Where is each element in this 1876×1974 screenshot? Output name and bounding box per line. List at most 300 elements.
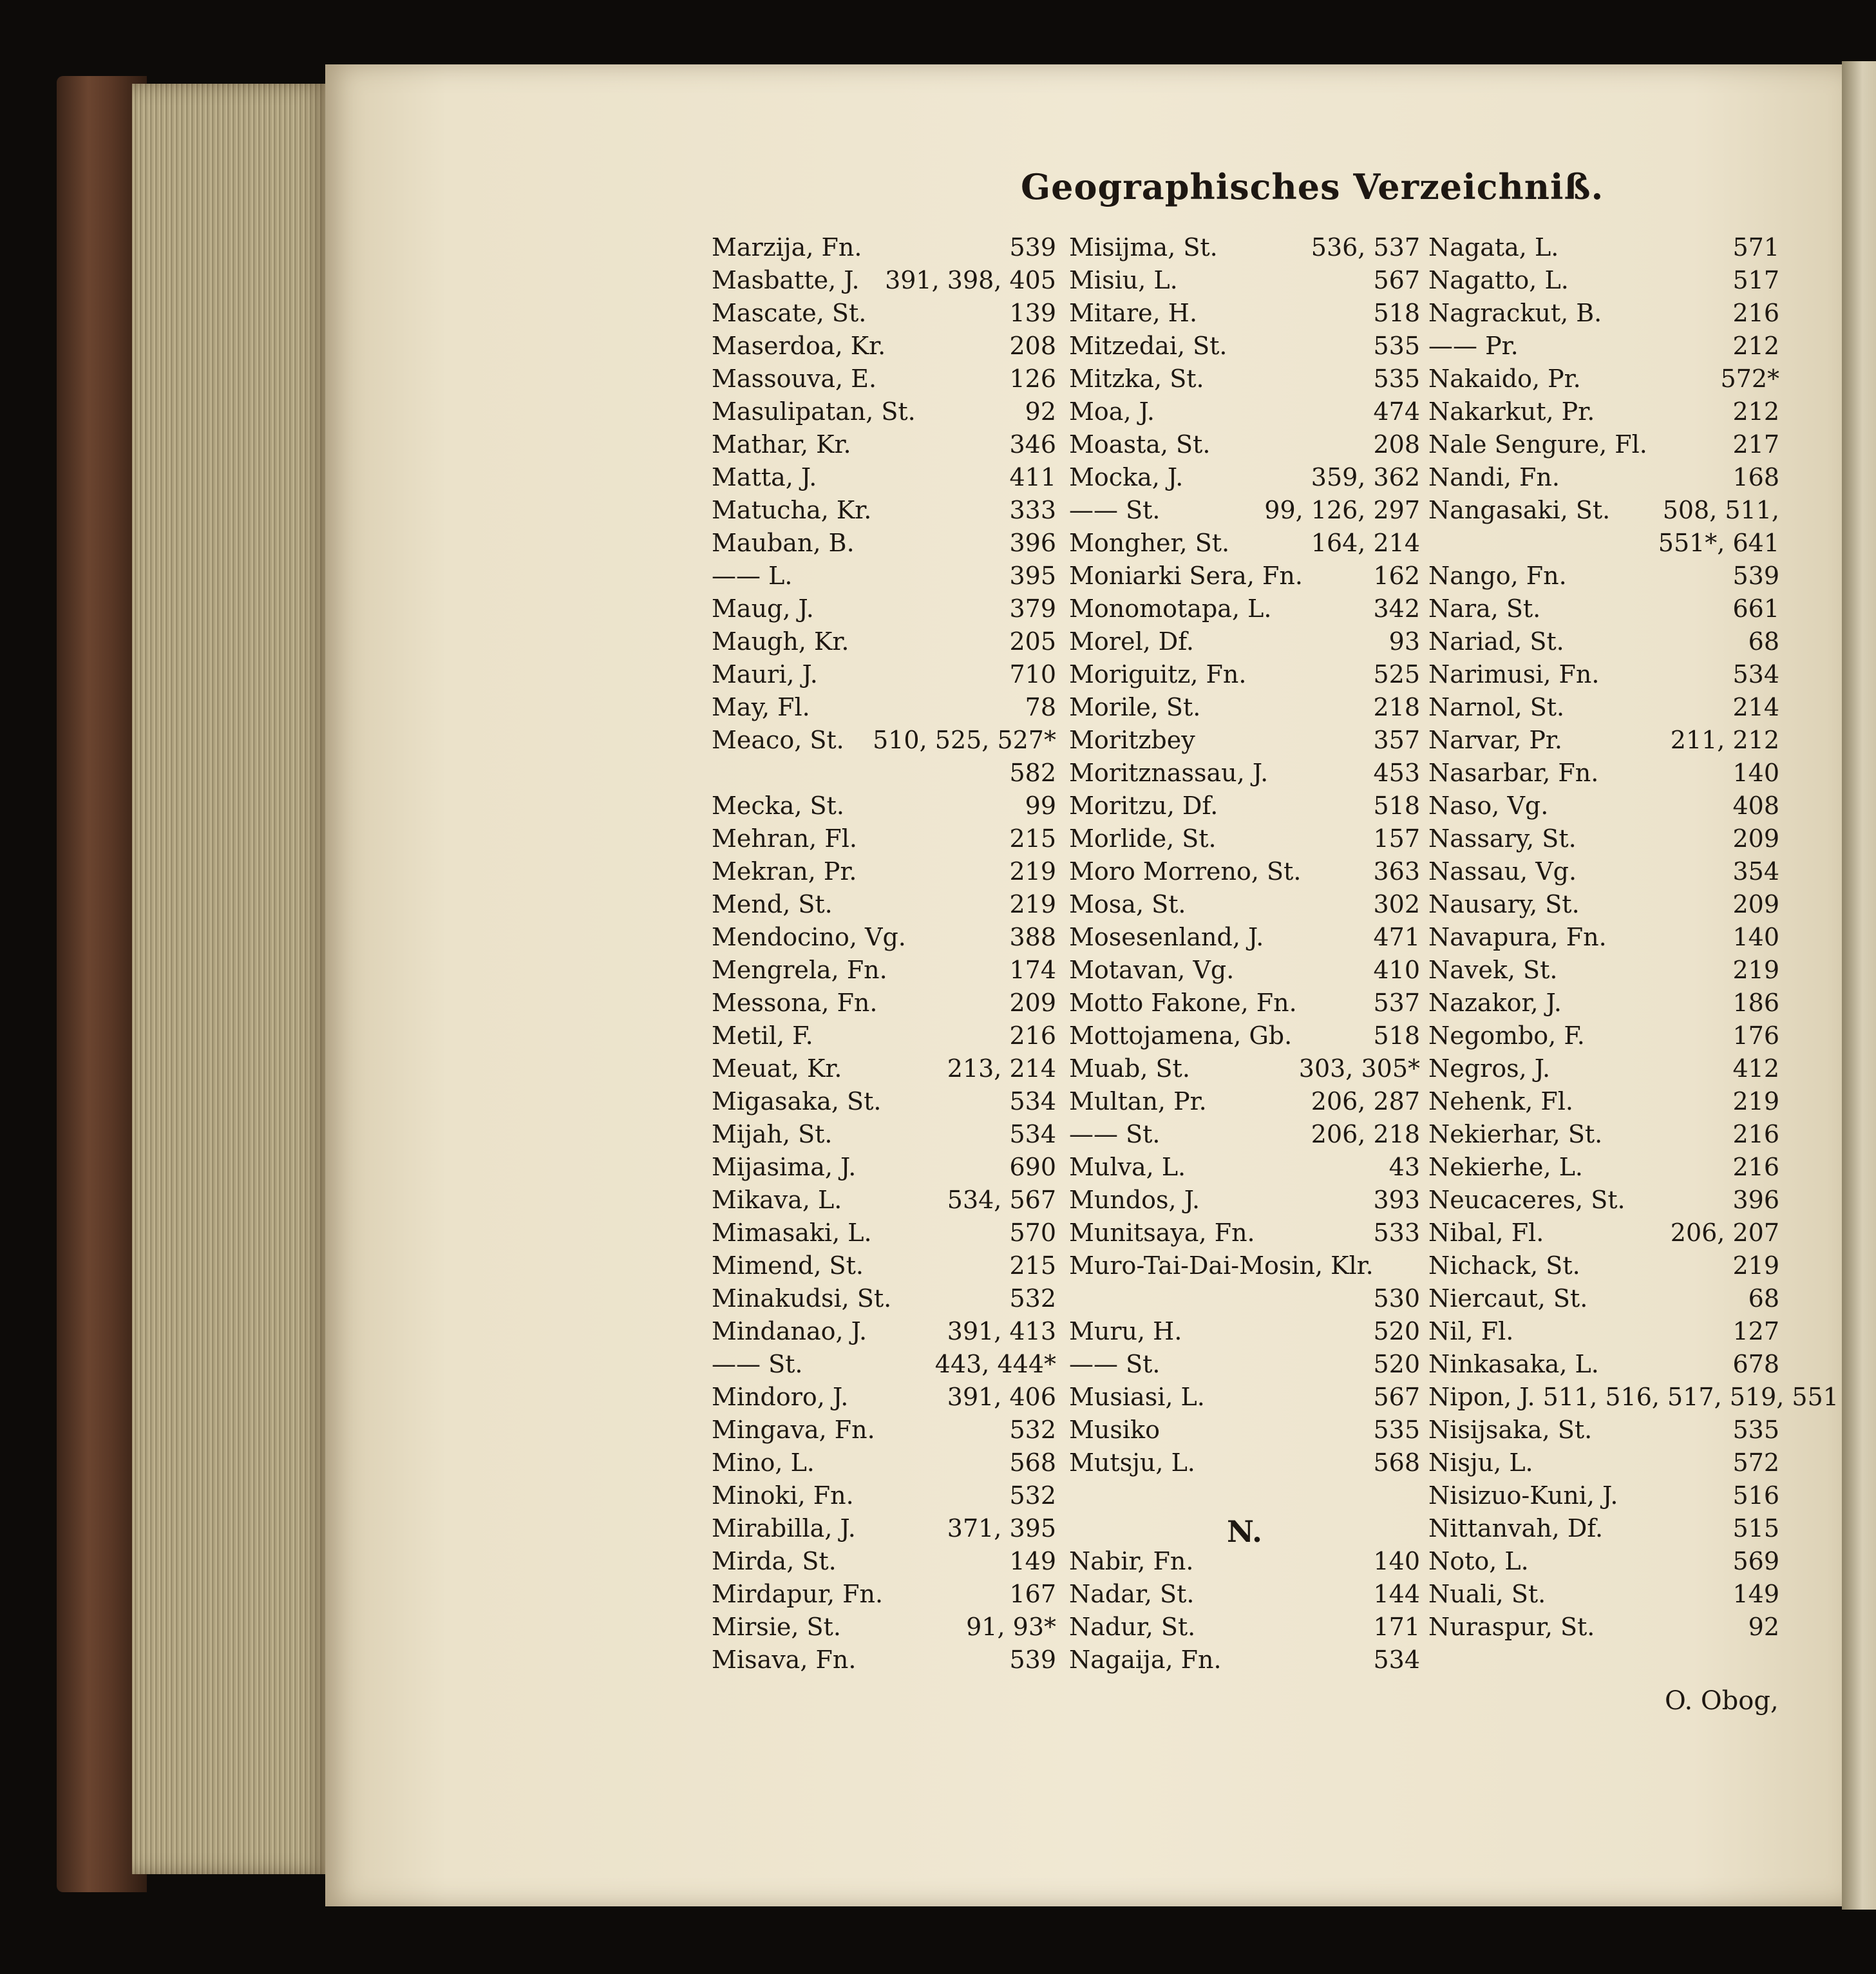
index-entry (712, 332, 1056, 365)
index-entry (712, 1021, 1056, 1054)
entry-term: Negombo, F. (1428, 1021, 1585, 1050)
entry-pages: 216 (1009, 1021, 1056, 1050)
entry-pages: 396 (1009, 529, 1056, 557)
index-entry (1069, 890, 1420, 923)
entry-pages: 302 (1373, 890, 1420, 918)
entry-pages: 93 (1388, 627, 1420, 656)
entry-term: Mikava, L. (712, 1186, 842, 1214)
entry-pages: 333 (1009, 496, 1056, 524)
entry-pages: 510, 525, 527* (873, 726, 1056, 754)
entry-term: Muru, H. (1069, 1317, 1182, 1345)
index-entry (1069, 726, 1420, 759)
index-entry (1428, 1284, 1779, 1317)
entry-pages: 568 (1009, 1448, 1056, 1477)
entry-term: Narvar, Pr. (1428, 726, 1562, 754)
index-entry (712, 594, 1056, 627)
entry-pages: 572* (1720, 365, 1779, 393)
entry-term: Mutsju, L. (1069, 1448, 1195, 1477)
index-entry (712, 463, 1056, 496)
index-entry (712, 529, 1056, 562)
entry-term: Maserdoa, Kr. (712, 332, 886, 360)
index-entry (1069, 1153, 1420, 1186)
entry-pages: 140 (1732, 923, 1779, 951)
entry-pages: 209 (1732, 890, 1779, 918)
entry-term: Nadur, St. (1069, 1613, 1196, 1641)
index-entry (1428, 1383, 1839, 1416)
entry-pages: 216 (1732, 1153, 1779, 1181)
index-entry (1428, 956, 1779, 989)
entry-term: Nagata, L. (1428, 233, 1559, 261)
index-column-3 (1428, 233, 1839, 1646)
entry-term: Minoki, Fn. (712, 1481, 854, 1510)
entry-term: Munitsaya, Fn. (1069, 1219, 1255, 1247)
entry-term: Mehran, Fl. (712, 824, 857, 853)
entry-pages: 342 (1373, 594, 1420, 623)
entry-pages: 571 (1732, 233, 1779, 261)
entry-term: Nassary, St. (1428, 824, 1577, 853)
index-entry (712, 1580, 1056, 1613)
entry-term: Mosesenland, J. (1069, 923, 1264, 951)
index-column-2 (1069, 233, 1420, 1678)
index-entry (712, 1219, 1056, 1251)
entry-pages: 140 (1732, 759, 1779, 787)
index-entry (1428, 890, 1779, 923)
entry-term: Matucha, Kr. (712, 496, 872, 524)
entry-pages: 206, 218 (1311, 1120, 1420, 1148)
index-entry (1069, 759, 1420, 792)
page-title: Geographisches Verzeichniß. (1021, 166, 1604, 207)
index-entry (1069, 1284, 1420, 1317)
entry-pages: 126 (1009, 365, 1056, 393)
facing-page-edge (1842, 61, 1876, 1910)
index-entry (1069, 792, 1420, 824)
entry-pages: 661 (1732, 594, 1779, 623)
entry-term: —— St. (1069, 1350, 1161, 1378)
entry-term: Morile, St. (1069, 693, 1201, 721)
index-entry (1069, 1251, 1420, 1284)
entry-pages: 149 (1732, 1580, 1779, 1608)
entry-term: Mendocino, Vg. (712, 923, 906, 951)
entry-pages: 206, 207 (1670, 1219, 1779, 1247)
entry-pages: 535 (1373, 1416, 1420, 1444)
index-entry (712, 1514, 1056, 1547)
entry-pages: 68 (1748, 1284, 1779, 1313)
entry-term: Nadar, St. (1069, 1580, 1195, 1608)
entry-pages: 303, 305* (1298, 1054, 1420, 1083)
index-entry (1428, 1153, 1779, 1186)
entry-term: Neucaceres, St. (1428, 1186, 1625, 1214)
entry-term: Navapura, Fn. (1428, 923, 1607, 951)
entry-term: —— St. (1069, 1120, 1161, 1148)
entry-pages: 174 (1009, 956, 1056, 984)
entry-pages: 208 (1009, 332, 1056, 360)
index-entry (1428, 857, 1779, 890)
entry-term: Nil, Fl. (1428, 1317, 1514, 1345)
index-column-1 (712, 233, 1056, 1678)
index-entry (1428, 1416, 1779, 1448)
index-entry (1069, 1219, 1420, 1251)
entry-pages: 140 (1373, 1547, 1420, 1575)
index-entry (712, 233, 1056, 266)
entry-pages: 678 (1732, 1350, 1779, 1378)
index-entry (1069, 430, 1420, 463)
section-letter: N. (1226, 1514, 1263, 1549)
entry-term: Mijasima, J. (712, 1153, 857, 1181)
entry-pages: 396 (1732, 1186, 1779, 1214)
index-entry (1069, 923, 1420, 956)
entry-term: Moritzbey (1069, 726, 1195, 754)
entry-pages: 518 (1373, 1021, 1420, 1050)
entry-term: Moasta, St. (1069, 430, 1211, 459)
entry-pages: 530 (1373, 1284, 1420, 1313)
index-entry (1069, 857, 1420, 890)
index-entry (1069, 1547, 1420, 1580)
entry-term: Mosa, St. (1069, 890, 1186, 918)
entry-term: Mitzedai, St. (1069, 332, 1227, 360)
entry-pages: 363 (1373, 857, 1420, 886)
index-entry (1069, 1350, 1420, 1383)
index-entry (1428, 1087, 1779, 1120)
entry-pages: 168 (1732, 463, 1779, 491)
index-entry (712, 430, 1056, 463)
entry-pages: 570 (1009, 1219, 1056, 1247)
index-entry (1428, 1317, 1779, 1350)
index-entry (1428, 759, 1779, 792)
index-entry (1428, 496, 1779, 529)
entry-term: Mimend, St. (712, 1251, 864, 1280)
index-entry (1428, 693, 1779, 726)
index-entry (1069, 1580, 1420, 1613)
entry-pages: 206, 287 (1311, 1087, 1420, 1115)
entry-term: Nandi, Fn. (1428, 463, 1560, 491)
index-entry (1428, 430, 1779, 463)
catchword: O. Obog, (1665, 1686, 1779, 1716)
index-entry (1428, 1448, 1779, 1481)
entry-term: Nuali, St. (1428, 1580, 1546, 1608)
index-entry (1428, 1021, 1779, 1054)
index-entry (1069, 1383, 1420, 1416)
entry-term: Narnol, St. (1428, 693, 1565, 721)
entry-pages: 388 (1009, 923, 1056, 951)
index-entry (1069, 1021, 1420, 1054)
index-entry (712, 299, 1056, 332)
entry-term: Mino, L. (712, 1448, 815, 1477)
index-entry (1069, 824, 1420, 857)
index-entry (1428, 299, 1779, 332)
entry-term: Monomotapa, L. (1069, 594, 1272, 623)
entry-term: Nale Sengure, Fl. (1428, 430, 1647, 459)
entry-pages: 162 (1373, 562, 1420, 590)
index-entry (712, 1646, 1056, 1678)
index-entry (712, 923, 1056, 956)
entry-term: Massouva, E. (712, 365, 877, 393)
index-entry (712, 1416, 1056, 1448)
entry-pages: 219 (1009, 857, 1056, 886)
entry-term: Mathar, Kr. (712, 430, 851, 459)
entry-pages: 582 (1009, 759, 1056, 787)
index-entry (1428, 529, 1779, 562)
entry-pages: 395 (1009, 562, 1056, 590)
entry-pages: 534 (1009, 1087, 1056, 1115)
entry-term: Misiu, L. (1069, 266, 1178, 294)
entry-term: Nipon, J. 511, 516, 517, 519, 551 (1428, 1383, 1839, 1411)
index-entry (1069, 299, 1420, 332)
index-entry (712, 1120, 1056, 1153)
entry-term: Mirda, St. (712, 1547, 837, 1575)
entry-term: Nekierhar, St. (1428, 1120, 1603, 1148)
entry-term: Nara, St. (1428, 594, 1541, 623)
entry-term: Mingava, Fn. (712, 1416, 875, 1444)
entry-pages: 408 (1732, 792, 1779, 820)
entry-pages: 217 (1732, 430, 1779, 459)
entry-term: Mongher, St. (1069, 529, 1230, 557)
index-entry (1428, 1613, 1779, 1646)
index-entry (712, 365, 1056, 397)
index-entry (712, 1350, 1056, 1383)
entry-pages: 43 (1388, 1153, 1420, 1181)
entry-pages: 139 (1009, 299, 1056, 327)
entry-pages: 536, 537 (1311, 233, 1420, 261)
entry-term: Migasaka, St. (712, 1087, 882, 1115)
entry-pages: 516 (1732, 1481, 1779, 1510)
index-entry (1428, 824, 1779, 857)
index-entry (1428, 1514, 1779, 1547)
index-entry (1069, 233, 1420, 266)
entry-pages: 92 (1025, 397, 1056, 426)
index-entry (712, 1547, 1056, 1580)
entry-pages: 539 (1732, 562, 1779, 590)
index-entry (1428, 627, 1779, 660)
entry-term: Mirabilla, J. (712, 1514, 856, 1542)
entry-pages: 127 (1732, 1317, 1779, 1345)
index-entry (712, 660, 1056, 693)
entry-pages: 572 (1732, 1448, 1779, 1477)
entry-pages: 208 (1373, 430, 1420, 459)
index-entry (1428, 1186, 1779, 1219)
index-entry (712, 956, 1056, 989)
entry-pages: 567 (1373, 266, 1420, 294)
index-entry (712, 1481, 1056, 1514)
entry-pages: 443, 444* (934, 1350, 1056, 1378)
entry-pages: 518 (1373, 792, 1420, 820)
entry-term: Nichack, St. (1428, 1251, 1580, 1280)
entry-term: Maug, J. (712, 594, 814, 623)
entry-pages: 176 (1732, 1021, 1779, 1050)
index-entry (712, 266, 1056, 299)
index-entry (1069, 594, 1420, 627)
index-entry (1428, 1251, 1779, 1284)
entry-pages: 144 (1373, 1580, 1420, 1608)
entry-pages: 216 (1732, 299, 1779, 327)
index-entry (1069, 989, 1420, 1021)
entry-term: Nangasaki, St. (1428, 496, 1611, 524)
entry-pages: 215 (1009, 824, 1056, 853)
index-entry (1069, 332, 1420, 365)
entry-term: Motavan, Vg. (1069, 956, 1235, 984)
index-entry (1069, 463, 1420, 496)
entry-term: Morel, Df. (1069, 627, 1195, 656)
entry-term: Nagaija, Fn. (1069, 1646, 1222, 1674)
entry-term: Nassau, Vg. (1428, 857, 1577, 886)
index-entry (712, 1317, 1056, 1350)
entry-term: Nuraspur, St. (1428, 1613, 1595, 1641)
entry-term: Nekierhe, L. (1428, 1153, 1584, 1181)
entry-term: Mecka, St. (712, 792, 844, 820)
entry-pages: 391, 406 (947, 1383, 1056, 1411)
index-entry (712, 857, 1056, 890)
entry-term: Nisju, L. (1428, 1448, 1533, 1477)
entry-pages: 357 (1373, 726, 1420, 754)
entry-pages: 171 (1373, 1613, 1420, 1641)
entry-term: Mascate, St. (712, 299, 867, 327)
entry-term: Nibal, Fl. (1428, 1219, 1544, 1247)
entry-pages: 517 (1732, 266, 1779, 294)
entry-term: Marzija, Fn. (712, 233, 862, 261)
entry-pages: 532 (1009, 1416, 1056, 1444)
entry-term: Nehenk, Fl. (1428, 1087, 1573, 1115)
entry-pages: 209 (1732, 824, 1779, 853)
entry-term: Muro-Tai-Dai-Mosin, Klr. (1069, 1251, 1374, 1280)
index-entry (1428, 1120, 1779, 1153)
entry-term: Mottojamena, Gb. (1069, 1021, 1293, 1050)
entry-pages: 412 (1732, 1054, 1779, 1083)
index-entry (1069, 956, 1420, 989)
entry-pages: 515 (1732, 1514, 1779, 1542)
entry-term: Moro Morreno, St. (1069, 857, 1302, 886)
entry-term: Mitzka, St. (1069, 365, 1204, 393)
entry-pages: 508, 511, (1662, 496, 1779, 524)
entry-pages: 539 (1009, 1646, 1056, 1674)
page-edges (132, 84, 332, 1874)
entry-term: Minakudsi, St. (712, 1284, 892, 1313)
entry-pages: 534 (1373, 1646, 1420, 1674)
entry-pages: 535 (1373, 332, 1420, 360)
entry-pages: 539 (1009, 233, 1056, 261)
entry-term: Negros, J. (1428, 1054, 1551, 1083)
index-entry (1069, 1416, 1420, 1448)
entry-pages: 99, 126, 297 (1264, 496, 1420, 524)
index-entry (712, 1448, 1056, 1481)
entry-pages: 212 (1732, 397, 1779, 426)
entry-pages: 359, 362 (1311, 463, 1420, 491)
index-entry (712, 1087, 1056, 1120)
index-entry (1428, 660, 1779, 693)
index-entry (712, 496, 1056, 529)
index-entry (712, 397, 1056, 430)
entry-pages: 532 (1009, 1284, 1056, 1313)
entry-term: Motto Fakone, Fn. (1069, 989, 1297, 1017)
index-entry (1428, 1547, 1779, 1580)
entry-pages: 91, 93* (966, 1613, 1056, 1641)
entry-pages: 532 (1009, 1481, 1056, 1510)
index-entry (1428, 1481, 1779, 1514)
entry-pages: 99 (1025, 792, 1056, 820)
index-entry (1428, 1350, 1779, 1383)
entry-pages: 569 (1732, 1547, 1779, 1575)
index-entry (712, 1251, 1056, 1284)
entry-term: Nagatto, L. (1428, 266, 1569, 294)
entry-term: Meaco, St. (712, 726, 844, 754)
entry-term: Masulipatan, St. (712, 397, 916, 426)
entry-term: Nittanvah, Df. (1428, 1514, 1604, 1542)
index-entry (712, 693, 1056, 726)
index-entry (1069, 1448, 1420, 1481)
entry-term: —— L. (712, 562, 793, 590)
index-entry (1069, 266, 1420, 299)
entry-pages: 474 (1373, 397, 1420, 426)
entry-term: Maugh, Kr. (712, 627, 849, 656)
entry-pages: 92 (1748, 1613, 1779, 1641)
index-entry (1069, 693, 1420, 726)
index-entry (712, 1383, 1056, 1416)
entry-pages: 371, 395 (947, 1514, 1056, 1542)
index-entry (712, 562, 1056, 594)
entry-pages: 534 (1732, 660, 1779, 688)
index-entry (1428, 989, 1779, 1021)
entry-pages: 568 (1373, 1448, 1420, 1477)
entry-pages: 219 (1732, 956, 1779, 984)
entry-term: Misava, Fn. (712, 1646, 857, 1674)
entry-pages: 391, 413 (947, 1317, 1056, 1345)
entry-pages: 535 (1732, 1416, 1779, 1444)
index-entry (1069, 1120, 1420, 1153)
entry-term: Mekran, Pr. (712, 857, 857, 886)
entry-pages: 535 (1373, 365, 1420, 393)
entry-pages: 213, 214 (947, 1054, 1056, 1083)
entry-term: Mimasaki, L. (712, 1219, 872, 1247)
entry-pages: 520 (1373, 1317, 1420, 1345)
index-entry (1428, 397, 1779, 430)
entry-term: Nariad, St. (1428, 627, 1564, 656)
index-entry (1428, 594, 1779, 627)
index-entry (1428, 792, 1779, 824)
index-entry (1069, 1054, 1420, 1087)
index-entry (1069, 562, 1420, 594)
entry-term: Nakarkut, Pr. (1428, 397, 1595, 426)
entry-term: Multan, Pr. (1069, 1087, 1207, 1115)
entry-term: Matta, J. (712, 463, 817, 491)
index-entry (1069, 1646, 1420, 1678)
entry-pages: 537 (1373, 989, 1420, 1017)
index-entry (712, 792, 1056, 824)
entry-term: —— St. (712, 1350, 803, 1378)
entry-term: Nakaido, Pr. (1428, 365, 1581, 393)
index-entry (1069, 529, 1420, 562)
entry-term: Niercaut, St. (1428, 1284, 1588, 1313)
entry-term: Mindanao, J. (712, 1317, 867, 1345)
index-entry (1069, 1317, 1420, 1350)
entry-pages: 533 (1373, 1219, 1420, 1247)
entry-term: Nazakor, J. (1428, 989, 1562, 1017)
entry-pages: 690 (1009, 1153, 1056, 1181)
entry-term: Nabir, Fn. (1069, 1547, 1194, 1575)
index-entry (1069, 365, 1420, 397)
entry-pages: 393 (1373, 1186, 1420, 1214)
entry-pages: 346 (1009, 430, 1056, 459)
entry-term: Nango, Fn. (1428, 562, 1567, 590)
entry-term: Mauban, B. (712, 529, 855, 557)
entry-term: Mundos, J. (1069, 1186, 1200, 1214)
entry-term: Mend, St. (712, 890, 833, 918)
index-entry (1428, 1054, 1779, 1087)
index-entry (1428, 1580, 1779, 1613)
entry-term: Nisizuo-Kuni, J. (1428, 1481, 1618, 1510)
entry-term: Mijah, St. (712, 1120, 833, 1148)
entry-term: Moa, J. (1069, 397, 1155, 426)
index-entry (1069, 1481, 1420, 1514)
entry-term: Narimusi, Fn. (1428, 660, 1600, 688)
entry-pages: 219 (1732, 1251, 1779, 1280)
